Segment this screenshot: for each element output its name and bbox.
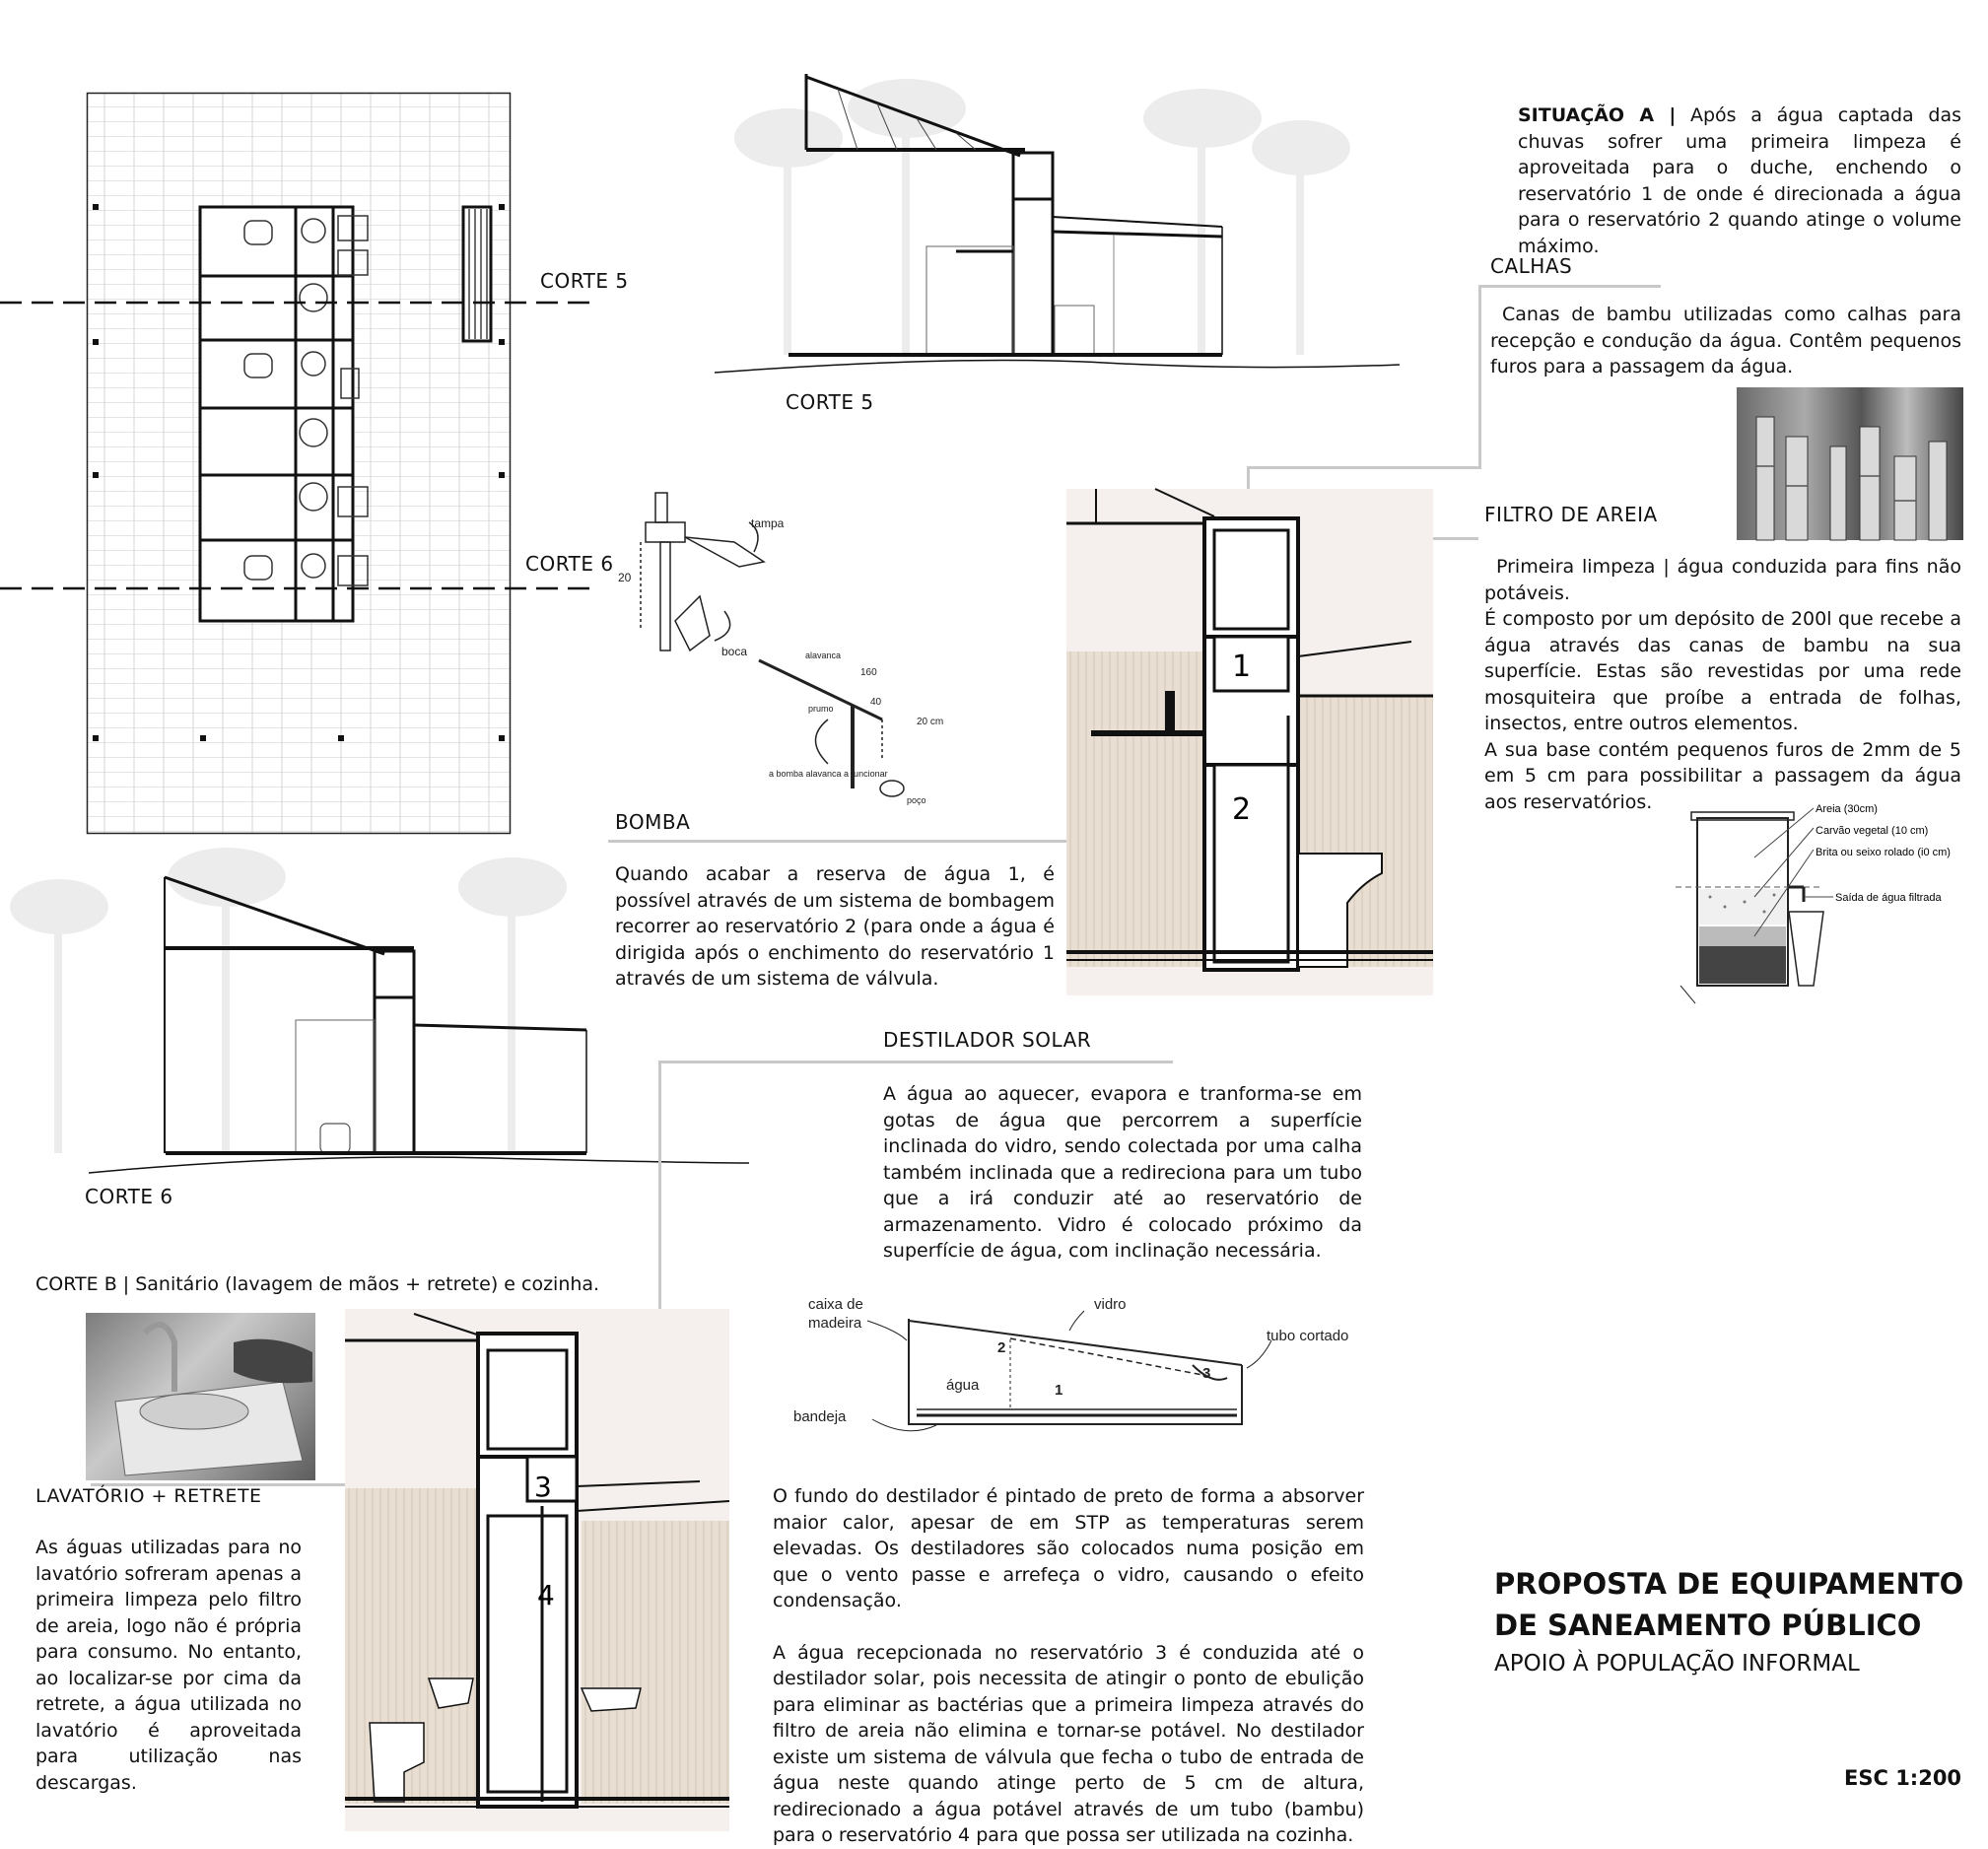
dist-label-vidro: vidro	[1094, 1296, 1127, 1313]
bomba-text: Quando acabar a reserva de água 1, é possível através de um sistema de bombagem recorrer ao reservatório 2 (para onde a água é dirigida após o enchimento do reservatório 1 através de um sistema de válvula.	[615, 863, 1055, 990]
cut-line-6	[0, 586, 601, 590]
calhas-text: Canas de bambu utilizadas como calhas para recepção e condução da água. Contêm pequenos furos para a passagem da água.	[1490, 304, 1961, 377]
leader-dest-h	[658, 1061, 1173, 1063]
situacao-body: Após a água captada das chuvas sofrer uma primeira limpeza é aproveitada para o duche, enchendo o reservatório 1 de onde é direcionada a água para o reservatório 2 quando atinge o volume máximo.	[1518, 104, 1961, 257]
project-title-line1: PROPOSTA DE EQUIPAMENTO	[1494, 1567, 1964, 1601]
filtro-p3: A sua base contém pequenos furos de 2mm de 5 em 5 cm para possibilitar a passagem da água aos reservatórios.	[1484, 738, 1961, 813]
leader-calhas-h	[1478, 285, 1661, 288]
destilador-p2: A água recepcionada no reservatório 3 é conduzida até o destilador solar, pois necessita de atingir o ponto de ebulição para eliminar as bactérias que a primeira limpeza através do filtro de areia não elimina e tornar-se potável. No destilador existe um sistema de válvula que fecha o tubo de entrada de água neste quando atinge perto de 5 cm de altura, redirecionado a água potável através de um tubo (bambu) para o reservatório 4 para que possa ser utilizada na cozinha.	[773, 1641, 1364, 1846]
reservoir-3: 3	[534, 1471, 552, 1503]
spacer	[773, 1614, 1364, 1640]
section-corte5	[710, 59, 1400, 384]
situacao-text	[1518, 103, 1961, 259]
pump-label-40: 40	[870, 697, 882, 708]
reservoir-1: 1	[1232, 650, 1252, 684]
leader-dest-v	[658, 1061, 661, 1258]
pump-label-poco: poço	[907, 795, 926, 805]
lavatorio-title: LAVATÓRIO + RETRETE	[35, 1485, 262, 1507]
leader-calhas-v1	[1478, 285, 1481, 467]
cut-line-5	[0, 301, 601, 305]
section-detail-3-4	[345, 1309, 729, 1831]
pump-label-20cm: 20 cm	[917, 717, 944, 727]
distiller-diagram	[788, 1291, 1350, 1439]
pump-label-alavanca: alavanca	[805, 651, 842, 660]
project-title-line2: DE SANEAMENTO PÚBLICO	[1494, 1609, 1922, 1642]
reservoir-2: 2	[1232, 792, 1252, 827]
dist-label-1: 1	[1055, 1382, 1063, 1399]
floor-plan	[87, 93, 511, 834]
dist-label-agua: água	[946, 1377, 980, 1394]
filtro-p1: Primeira limpeza | água conduzida para fins não potáveis.	[1484, 556, 1961, 604]
destilador-text: A água ao aquecer, evapora e tranforma-se em gotas de água que percorrem a superfície inclinada do vidro, sendo colectada por uma calha também inclinada que a redireciona para um tubo que a irá conduzir até ao reservatório de armazenamento. Vidro é colocado próximo da superfície de água, com inclinação necessária.	[883, 1083, 1362, 1262]
label-corte5-plan: CORTE 5	[540, 269, 629, 293]
washbasin-photo	[86, 1313, 315, 1480]
destilador-p1: O fundo do destilador é pintado de preto de forma a absorver maior calor, apesar de em STP as temperaturas serem elevadas. Os destiladores são colocados numa posição em que o vento passe e arrefeça o vidro, causando o efeito condensação.	[773, 1485, 1364, 1611]
filter-label-saida: Saída de água filtrada	[1835, 892, 1942, 904]
leader-calhas-h2	[1247, 466, 1481, 469]
dist-label-3: 3	[1202, 1365, 1211, 1382]
calhas-title: CALHAS	[1490, 254, 1573, 278]
bomba-title: BOMBA	[615, 810, 691, 834]
label-corte5: CORTE 5	[786, 390, 874, 414]
dist-label-madeira: madeira	[808, 1315, 862, 1332]
pump-label-160: 160	[860, 667, 877, 678]
filter-label-areia: Areia (30cm)	[1816, 803, 1878, 815]
destilador-title: DESTILADOR SOLAR	[883, 1028, 1092, 1052]
project-scale: ESC 1:200	[1844, 1766, 1962, 1790]
filtro-title: FILTRO DE AREIA	[1484, 503, 1658, 526]
lavatorio-text: As águas utilizadas para no lavatório sofreram apenas a primeira limpeza pelo filtro de areia, logo não é própria para consumo. No entanto, ao localizar-se por cima da retrete, a água utilizada no lavatório é aproveitada para utilização nas descargas.	[35, 1537, 302, 1794]
dist-label-caixa: caixa de	[808, 1296, 863, 1313]
pump-label-boca: boca	[721, 645, 748, 658]
dist-label-tubo: tubo cortado	[1267, 1328, 1349, 1344]
label-corte6: CORTE 6	[85, 1185, 173, 1208]
label-corte-b: CORTE B | Sanitário (lavagem de mãos + retrete) e cozinha.	[35, 1273, 600, 1295]
destilador-bottom-text	[773, 1483, 1364, 1849]
pump-sketch	[616, 483, 1069, 808]
filter-diagram	[1666, 798, 1961, 1005]
pump-label-tampa: tampa	[751, 516, 785, 530]
pump-label-funcionar: a bomba alavanca a funcionar	[769, 769, 888, 779]
pump-label-20: 20	[618, 571, 632, 584]
filter-label-brita: Brita ou seixo rolado (i0 cm)	[1816, 847, 1951, 858]
label-corte6-plan: CORTE 6	[525, 552, 614, 576]
reservoir-4: 4	[537, 1579, 555, 1611]
project-subtitle: APOIO À POPULAÇÃO INFORMAL	[1494, 1651, 1860, 1677]
filtro-p2: É composto por um depósito de 200l que recebe a água através das canas de bambu na sua superfície. Estas são revestidas por uma rede mosquiteira que proíbe a entrada de folhas, insectos, entre outros elementos.	[1484, 608, 1961, 734]
section-detail-1-2	[1066, 489, 1433, 995]
filter-label-carvao: Carvão vegetal (10 cm)	[1816, 825, 1929, 837]
dist-label-bandeja: bandeja	[793, 1408, 847, 1425]
pump-label-prumo: prumo	[808, 704, 834, 714]
section-corte6	[0, 828, 611, 1183]
bamboo-photo	[1737, 387, 1963, 540]
filtro-text	[1484, 554, 1961, 815]
dist-label-2: 2	[997, 1339, 1006, 1356]
situacao-heading: SITUAÇÃO A |	[1518, 104, 1677, 126]
leader-bomba-h	[608, 840, 1145, 843]
